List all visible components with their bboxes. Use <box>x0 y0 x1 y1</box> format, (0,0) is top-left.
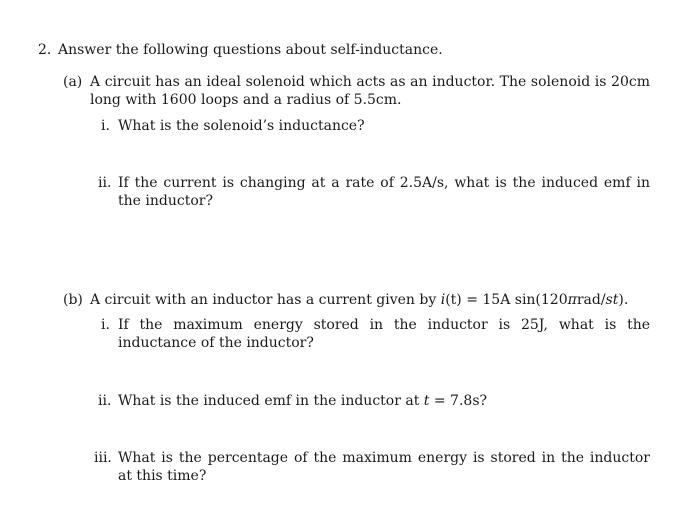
problem-number: 2. <box>38 42 52 58</box>
formula-st: st <box>605 292 619 308</box>
part-a-q2-label: ii. <box>98 175 112 191</box>
part-b-text-prefix: A circuit with an inductor has a current given by <box>90 292 441 308</box>
part-b-q1-label: i. <box>101 317 110 333</box>
part-b-q2-suffix: = 7.8s? <box>429 393 488 409</box>
part-b-q3-text: What is the percentage of the maximum energy is stored in the inductor at this time? <box>118 450 650 484</box>
part-b-q2-label: ii. <box>98 393 112 409</box>
part-a-label: (a) <box>63 74 83 90</box>
part-a-text: A circuit has an ideal solenoid which acts as an inductor. The solenoid is 20cm long with 1600 loops and a radius of 5.5cm. <box>90 74 650 108</box>
formula-close: ). <box>618 292 629 308</box>
part-a-q1-text: What is the solenoid’s inductance? <box>118 118 365 134</box>
part-b-q1-text: If the maximum energy stored in the inductor is 25J, what is the inductance of the inductor? <box>118 317 650 351</box>
part-b-q2-text <box>118 392 487 410</box>
formula-arg: (t) <box>445 292 462 308</box>
formula-pi: π <box>567 292 577 308</box>
formula-unit: rad/ <box>576 292 606 308</box>
part-b-label: (b) <box>63 292 83 308</box>
formula-var-i: i <box>440 292 446 308</box>
formula-rhs: = 15A sin(120 <box>461 292 568 308</box>
part-b-q2-prefix: What is the induced emf in the inductor at <box>118 393 424 409</box>
part-a-q2-text: If the current is changing at a rate of 2.5A/s, what is the induced emf in the inductor? <box>118 175 650 209</box>
part-a-q1-label: i. <box>101 118 110 134</box>
part-b-q2-var-t: t <box>423 393 430 409</box>
part-b-q3-label: iii. <box>94 450 112 466</box>
problem-title: Answer the following questions about self-inductance. <box>58 42 443 58</box>
part-b-text <box>90 291 628 309</box>
